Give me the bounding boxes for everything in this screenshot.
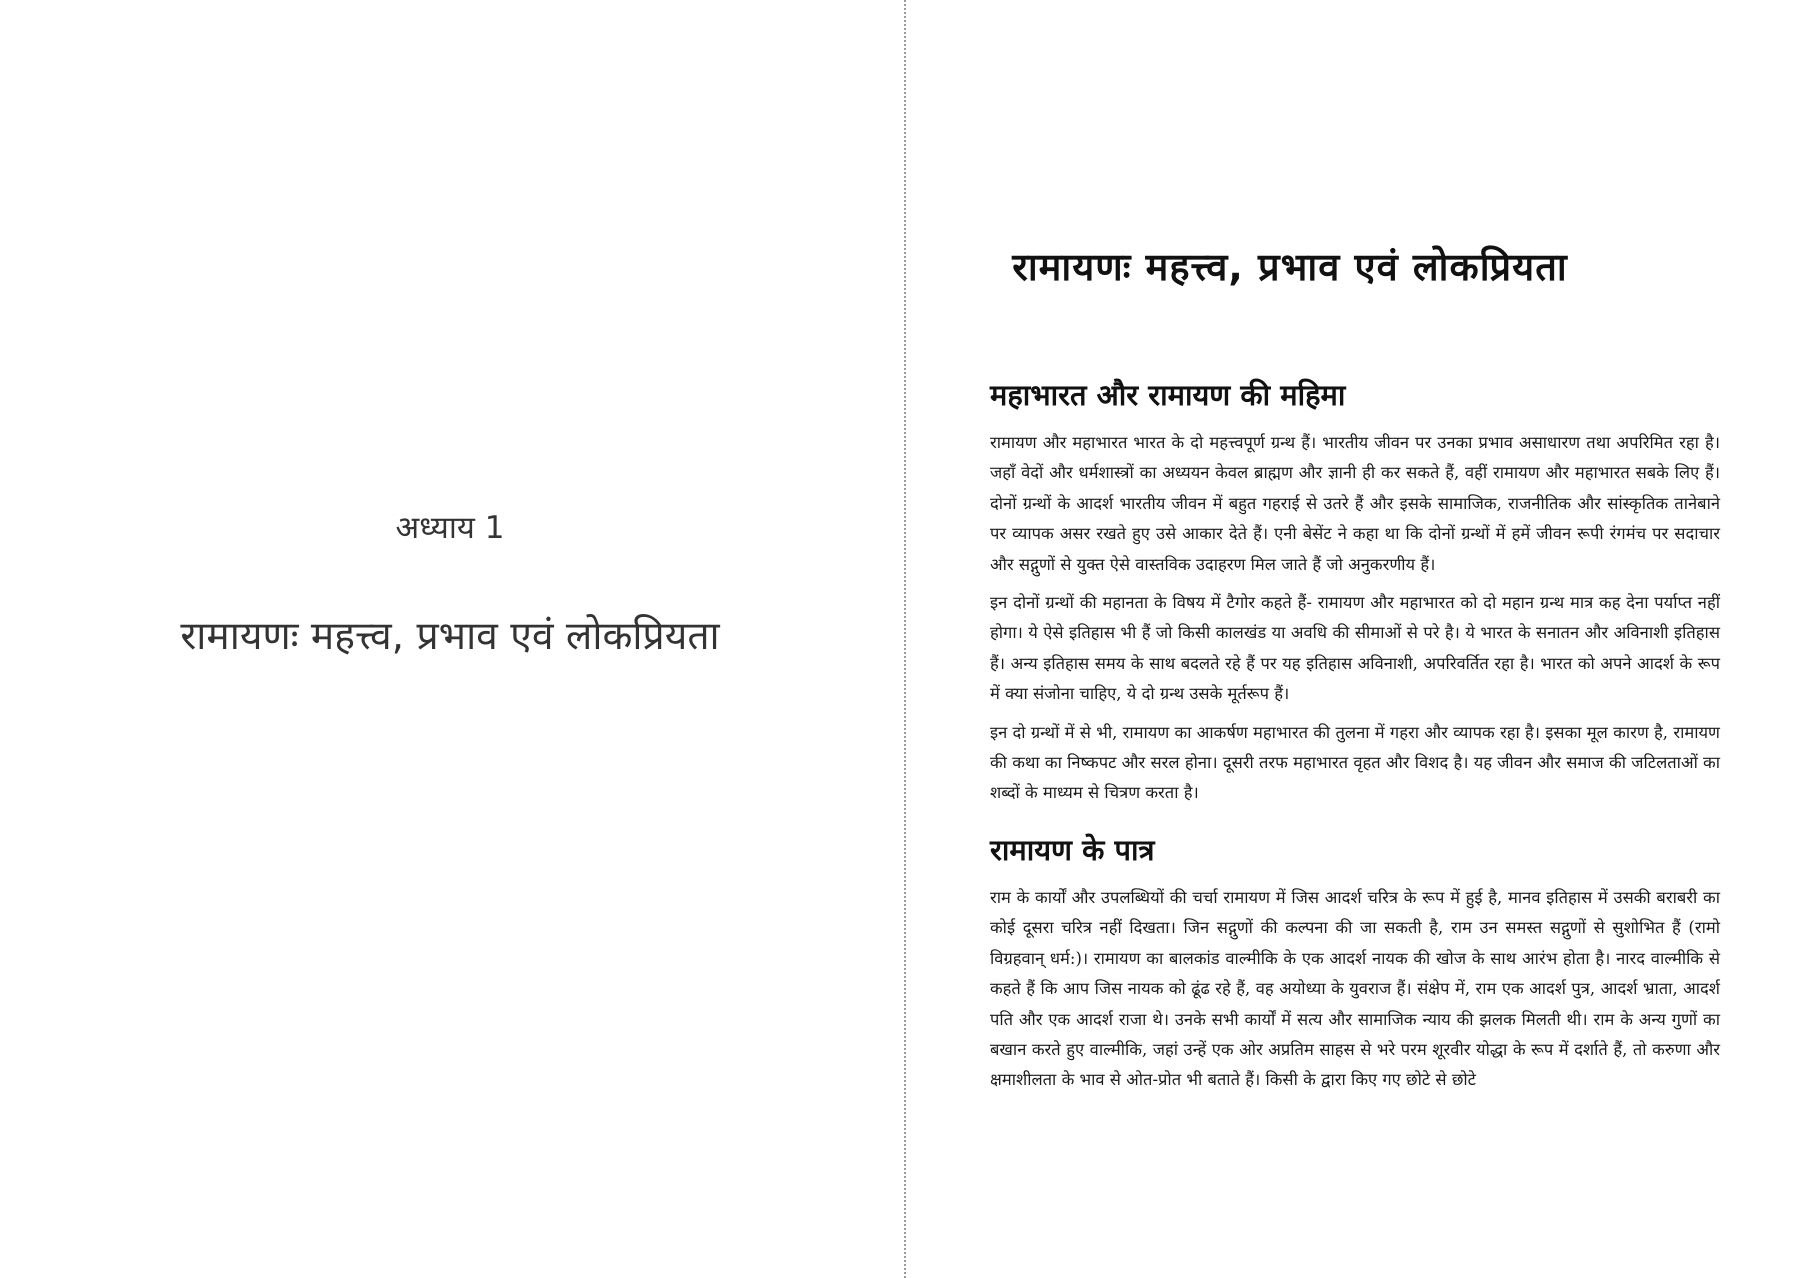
paragraph: इन दो ग्रन्थों में से भी, रामायण का आकर्षण महाभारत की तुलना में गहरा और व्यापक रहा है। इसका मूल कारण है, रामायण की कथा का निष्कपट और सरल होना। दूसरी तरफ महाभारत वृहत और विशद है। यह जीवन और समाज की जटिलताओं का शब्दों के माध्यम से चित्रण करता है। [990,722,1720,803]
page-gutter-divider [904,0,906,1278]
paragraph: इन दोनों ग्रन्थों की महानता के विषय में टैगोर कहते हैं- रामायण और महाभारत को दो महान ग्रन्थ मात्र कह देना पर्याप्त नहीं होगा। ये ऐसे इतिहास भी हैं जो किसी कालखंड या अवधि की सीमाओं से परे है। ये भारत के सनातन और अविनाशी इतिहास हैं। अन्य इतिहास समय के साथ बदलते रहे हैं पर यह इतिहास अविनाशी, अपरिवर्तित रहा है। भारत को अपने आदर्श के रूप में क्या संजोना चाहिए, ये दो ग्रन्थ उसके मूर्तरूप हैं। [990,593,1720,704]
section-heading: रामायण के पात्र [990,832,1155,867]
paragraph: राम के कार्यों और उपलब्धियों की चर्चा रामायण में जिस आदर्श चरित्र के रूप में हुई है, मानव इतिहास में उसकी बराबरी का कोई दूसरा चरित्र नहीं दिखता। जिन सद्गुणों की कल्पना की जा सकती है, राम उन समस्त सद्गुणों से सुशोभित हैं (रामो विग्रहवान् धर्म:)। रामायण का बालकांड वाल्मीकि के एक आदर्श नायक की खोज के साथ आरंभ होता है। नारद वाल्मीकि से कहते हैं कि आप जिस नायक को ढूंढ रहे हैं, वह अयोध्या के युवराज हैं। संक्षेप में, राम एक आदर्श पुत्र, आदर्श भ्राता, आदर्श पति और एक आदर्श राजा थे। उनके सभी कार्यों में सत्य और सामाजिक न्याय की झलक मिलती थी। राम के अन्य गुणों का बखान करते हुए वाल्मीकि, जहां उन्हें एक ओर अप्रतिम साहस से भरे परम शूरवीर योद्धा के रूप में दर्शाते हैं, तो करुणा और क्षमाशीलता के भाव से ओत-प्रोत भी बताते हैं। किसी के द्वारा किए गए छोटे से छोटे [990,887,1720,1090]
section-mahabharat-ramayan [990,372,1720,809]
page-content [990,372,1720,1104]
section-ramayan-characters [990,827,1720,1096]
right-page [910,0,1800,1278]
chapter-title: रामायणः महत्त्व, प्रभाव एवं लोकप्रियता [180,614,720,659]
page-heading: रामायणः महत्त्व, प्रभाव एवं लोकप्रियता [1012,245,1568,289]
paragraph: रामायण और महाभारत भारत के दो महत्त्वपूर्ण ग्रन्थ हैं। भारतीय जीवन पर उनका प्रभाव असाधारण तथा अपरिमित रहा है। जहाँ वेदों और धर्मशास्त्रों का अध्ययन केवल ब्राह्मण और ज्ञानी ही कर सकते हैं, वहीं रामायण और महाभारत सबके लिए हैं। दोनों ग्रन्थों के आदर्श भारतीय जीवन में बहुत गहराई से उतरे हैं और इसके सामाजिक, राजनीतिक और सांस्कृतिक तानेबाने पर व्यापक असर रखते हुए उसे आकार देते हैं। एनी बेसेंट ने कहा था कि दोनों ग्रन्थों में हमें जीवन रूपी रंगमंच पर सदाचार और सद्गुणों से युक्त ऐसे वास्तविक उदाहरण मिल जाते हैं जो अनुकरणीय हैं। [990,433,1720,574]
section-heading: महाभारत और रामायण की महिमा [990,378,1346,412]
chapter-label: अध्याय 1 [395,510,505,546]
